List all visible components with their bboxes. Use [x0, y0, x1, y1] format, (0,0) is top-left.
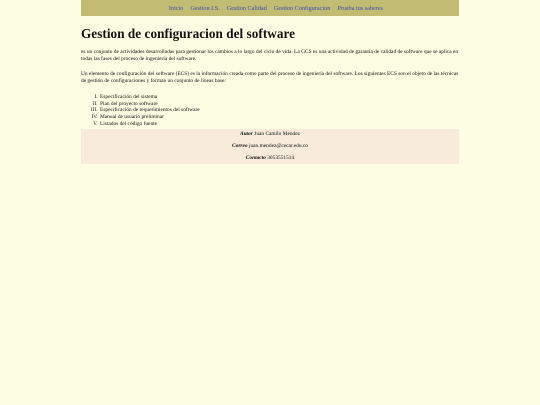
nav-link-gestion-is[interactable]: Gestion I.S.	[190, 4, 220, 12]
author-value: Juan Camilo Mendez	[254, 131, 301, 138]
email-row	[81, 143, 459, 150]
nav-link-prueba-tus-saberes[interactable]: Prueba tus saberes	[337, 4, 384, 12]
nav-link-gestion-configuracion[interactable]: Gestion Configuracion	[273, 4, 331, 12]
nav-link-gestion-calidad[interactable]: Gestion Calidad	[226, 4, 267, 12]
list-item: V. Listados del código fuente	[99, 121, 459, 128]
author-row	[81, 131, 459, 138]
top-navbar	[81, 0, 459, 16]
email-value: juan.mendez@cecar.edu.co	[248, 143, 308, 150]
ecs-list	[81, 94, 459, 129]
list-item: IV. Manual de usuario preliminar	[99, 114, 459, 121]
list-item: III. Especificación de requerimientos del software	[99, 107, 459, 114]
ecs-paragraph: Un elemento de configuración del software (ECS) es la información creada como parte del proceso de ingeniería del software. Los siguientes ECS son el objeto de las técnicas de gestión de configuraciones y forman un conjunto de líneas base:	[81, 70, 459, 85]
page-container	[81, 0, 459, 164]
page-title: Gestion de configuracion del software	[81, 26, 296, 41]
author-footer	[81, 129, 459, 164]
nav-link-inicio[interactable]: Inicio	[168, 4, 184, 12]
intro-paragraph: es un conjunto de actividades desarrolladas para gestionar los cambios a lo largo del ciclo de vida. La GCS es una actividad de garantía de calidad de software que se aplica en todas las fases del proceso de ingeniería del software.	[81, 49, 459, 63]
list-item: II. Plan del proyecto software	[99, 101, 459, 108]
author-label: Autor	[239, 131, 253, 138]
contact-value: 3053551514	[267, 155, 295, 162]
contact-label: Contacto	[245, 155, 266, 162]
email-label: Correo	[232, 143, 248, 150]
list-item: I. Especificación del sistema	[99, 94, 459, 101]
contact-row	[81, 155, 459, 162]
